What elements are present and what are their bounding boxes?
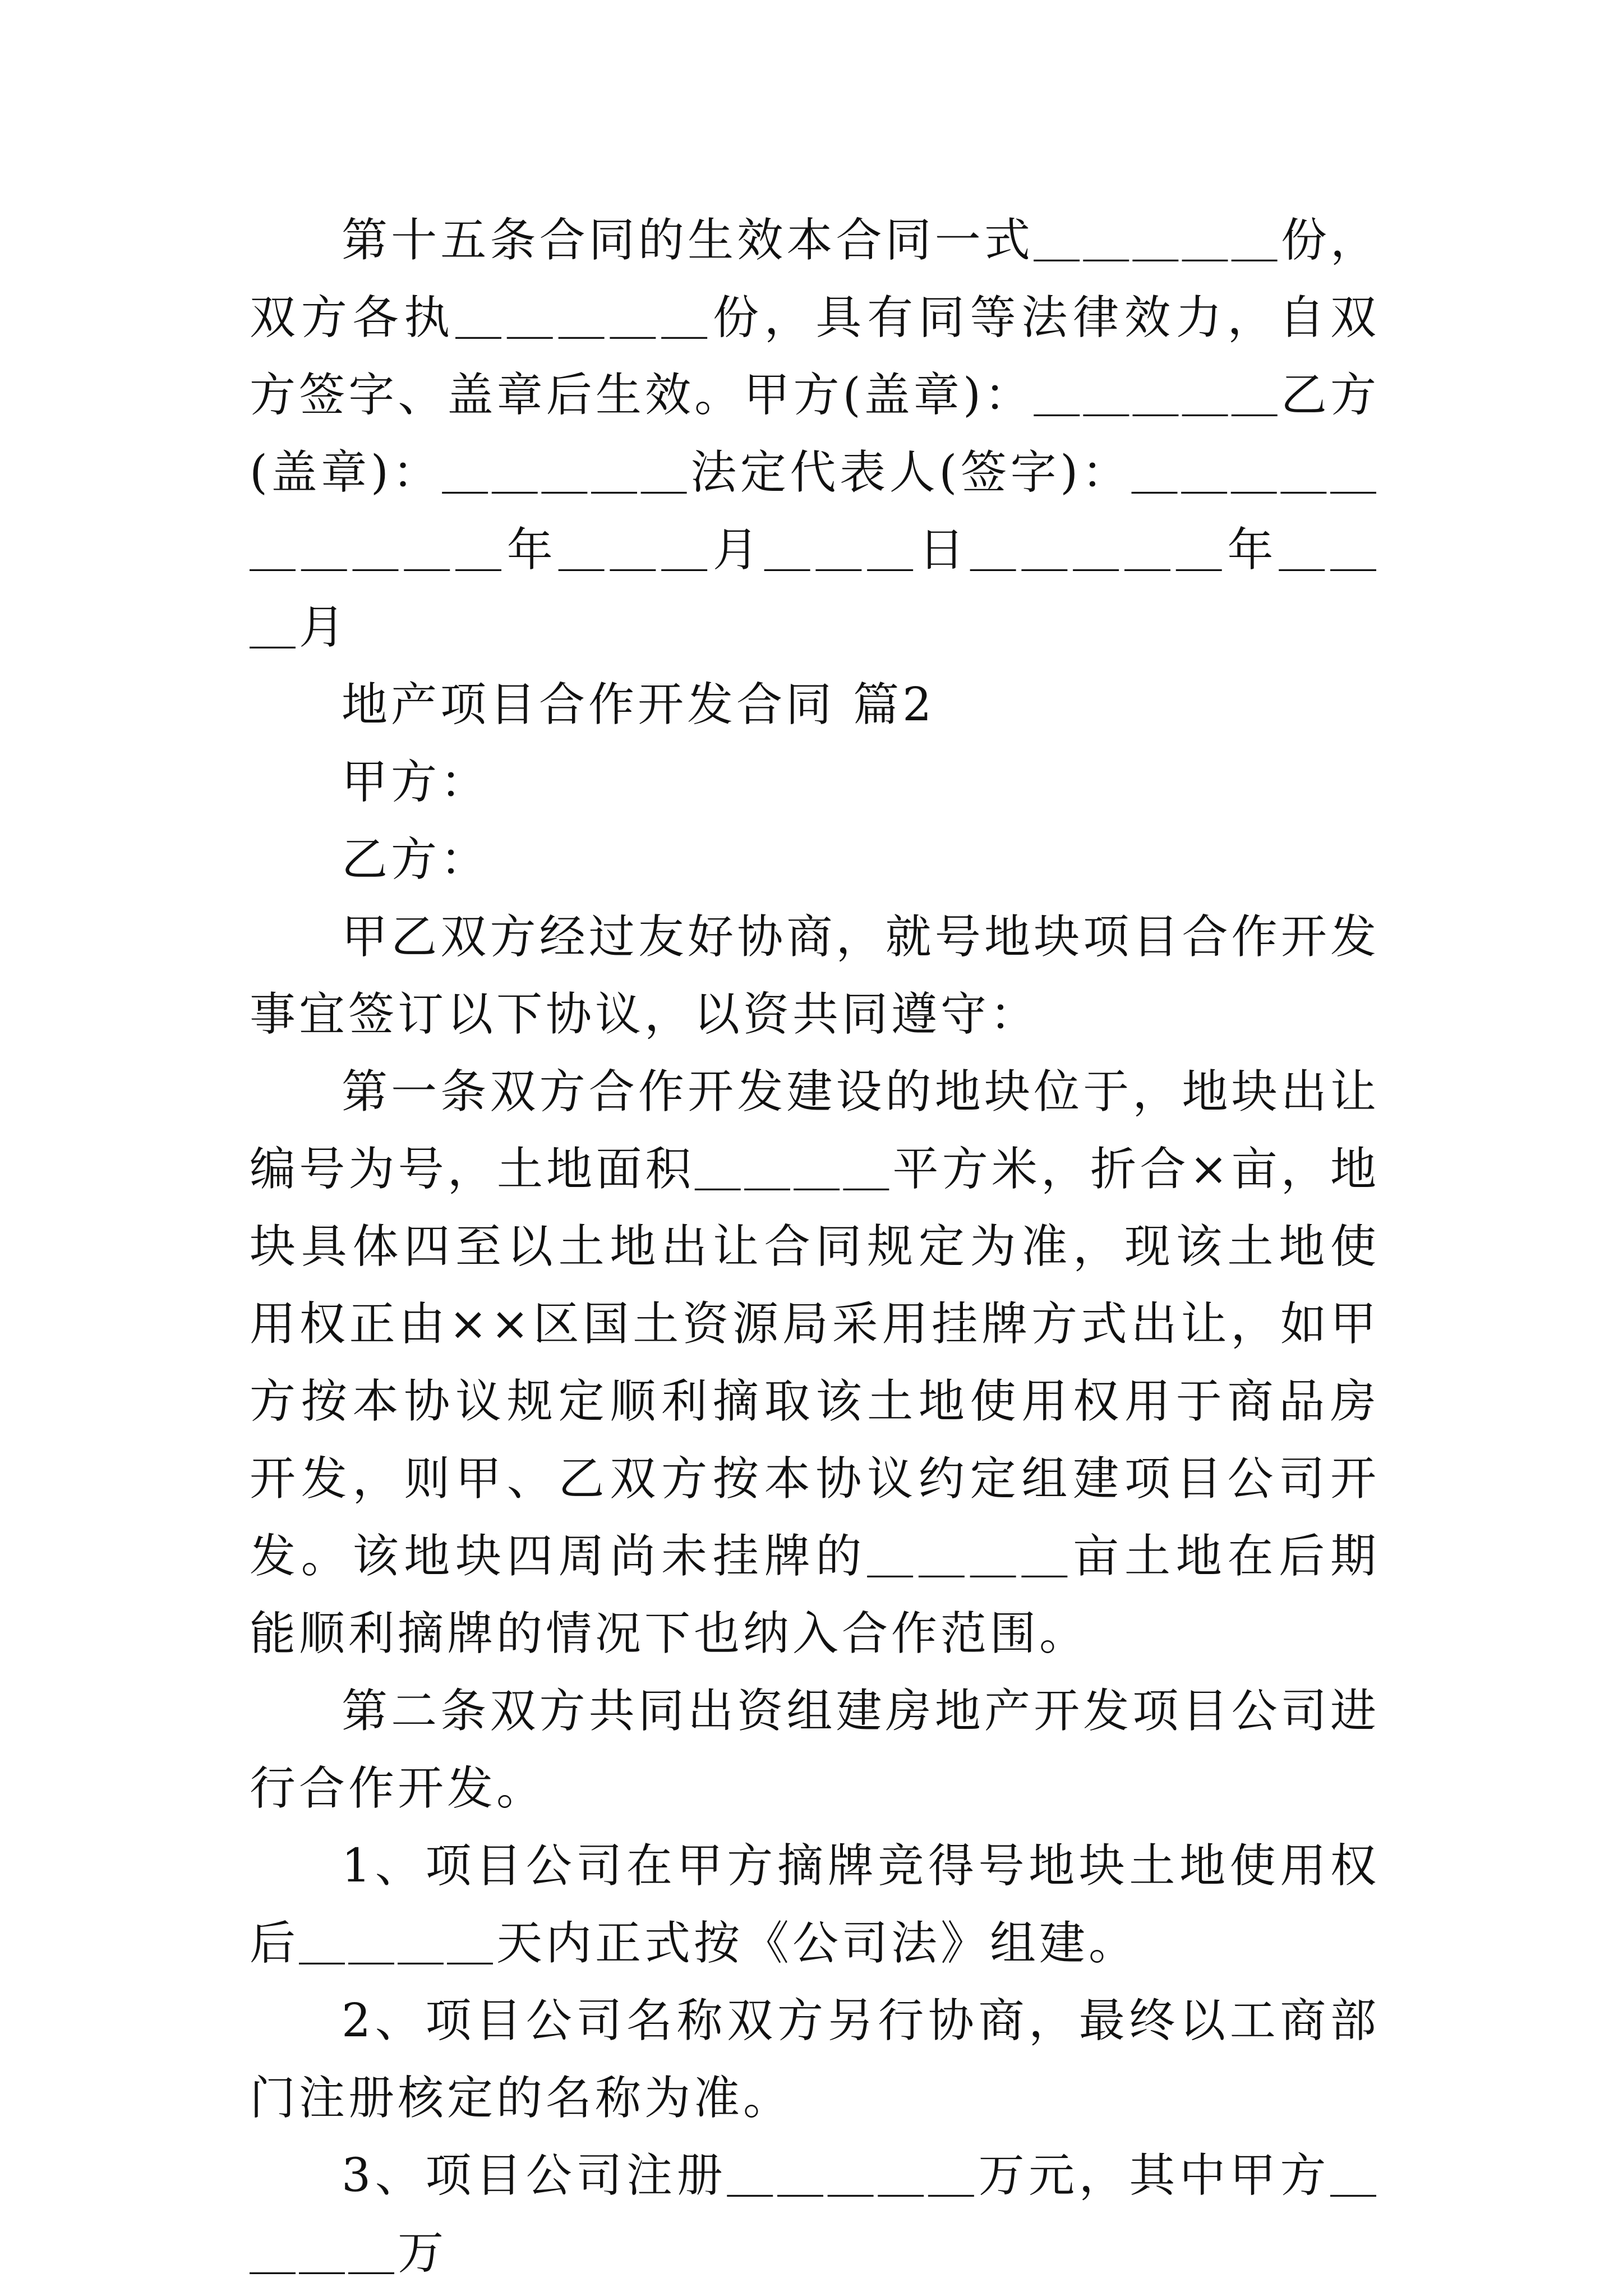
party-a-label: 甲方： [342,756,490,809]
clause-15-paragraph: 第十五条合同的生效本合同一式＿＿＿＿＿份，双方各执＿＿＿＿＿份，具有同等法律效力，自双方签字、盖章后生效。甲方(盖章)：＿＿＿＿＿乙方(盖章)：＿＿＿＿＿法定代表人(签字)：＿＿＿＿＿＿＿＿＿＿年＿＿＿月＿＿＿日＿＿＿＿＿年＿＿＿月 [250,214,1380,654]
clause-2-item-2: 2、项目公司名称双方另行协商，最终以工商部门注册核定的名称为准。 [250,1994,1380,2125]
preamble-paragraph: 甲乙双方经过友好协商，就号地块项目合作开发事宜签订以下协议，以资共同遵守： [250,910,1380,1041]
contract-title: 地产项目合作开发合同 篇2 [342,678,935,731]
document-page [250,202,1380,2292]
party-b-label: 乙方： [342,833,490,886]
clause-2-item-1: 1、项目公司在甲方摘牌竞得号地块土地使用权后＿＿＿＿天内正式按《公司法》组建。 [250,1839,1380,1970]
clause-2-paragraph: 第二条双方共同出资组建房地产开发项目公司进行合作开发。 [250,1685,1380,1815]
clause-2-item-3: 3、项目公司注册＿＿＿＿＿万元，其中甲方＿＿＿＿万 [250,2149,1380,2280]
clause-1-paragraph: 第一条双方合作开发建设的地块位于，地块出让编号为号，土地面积＿＿＿＿平方米，折合×亩，地块具体四至以土地出让合同规定为准，现该土地使用权正由××区国土资源局采用挂牌方式出让，如甲方按本协议规定顺利摘取该土地使用权用于商品房开发，则甲、乙双方按本协议约定组建项目公司开发。该地块四周尚未挂牌的＿＿＿＿亩土地在后期能顺利摘牌的情况下也纳入合作范围。 [250,1065,1380,1660]
